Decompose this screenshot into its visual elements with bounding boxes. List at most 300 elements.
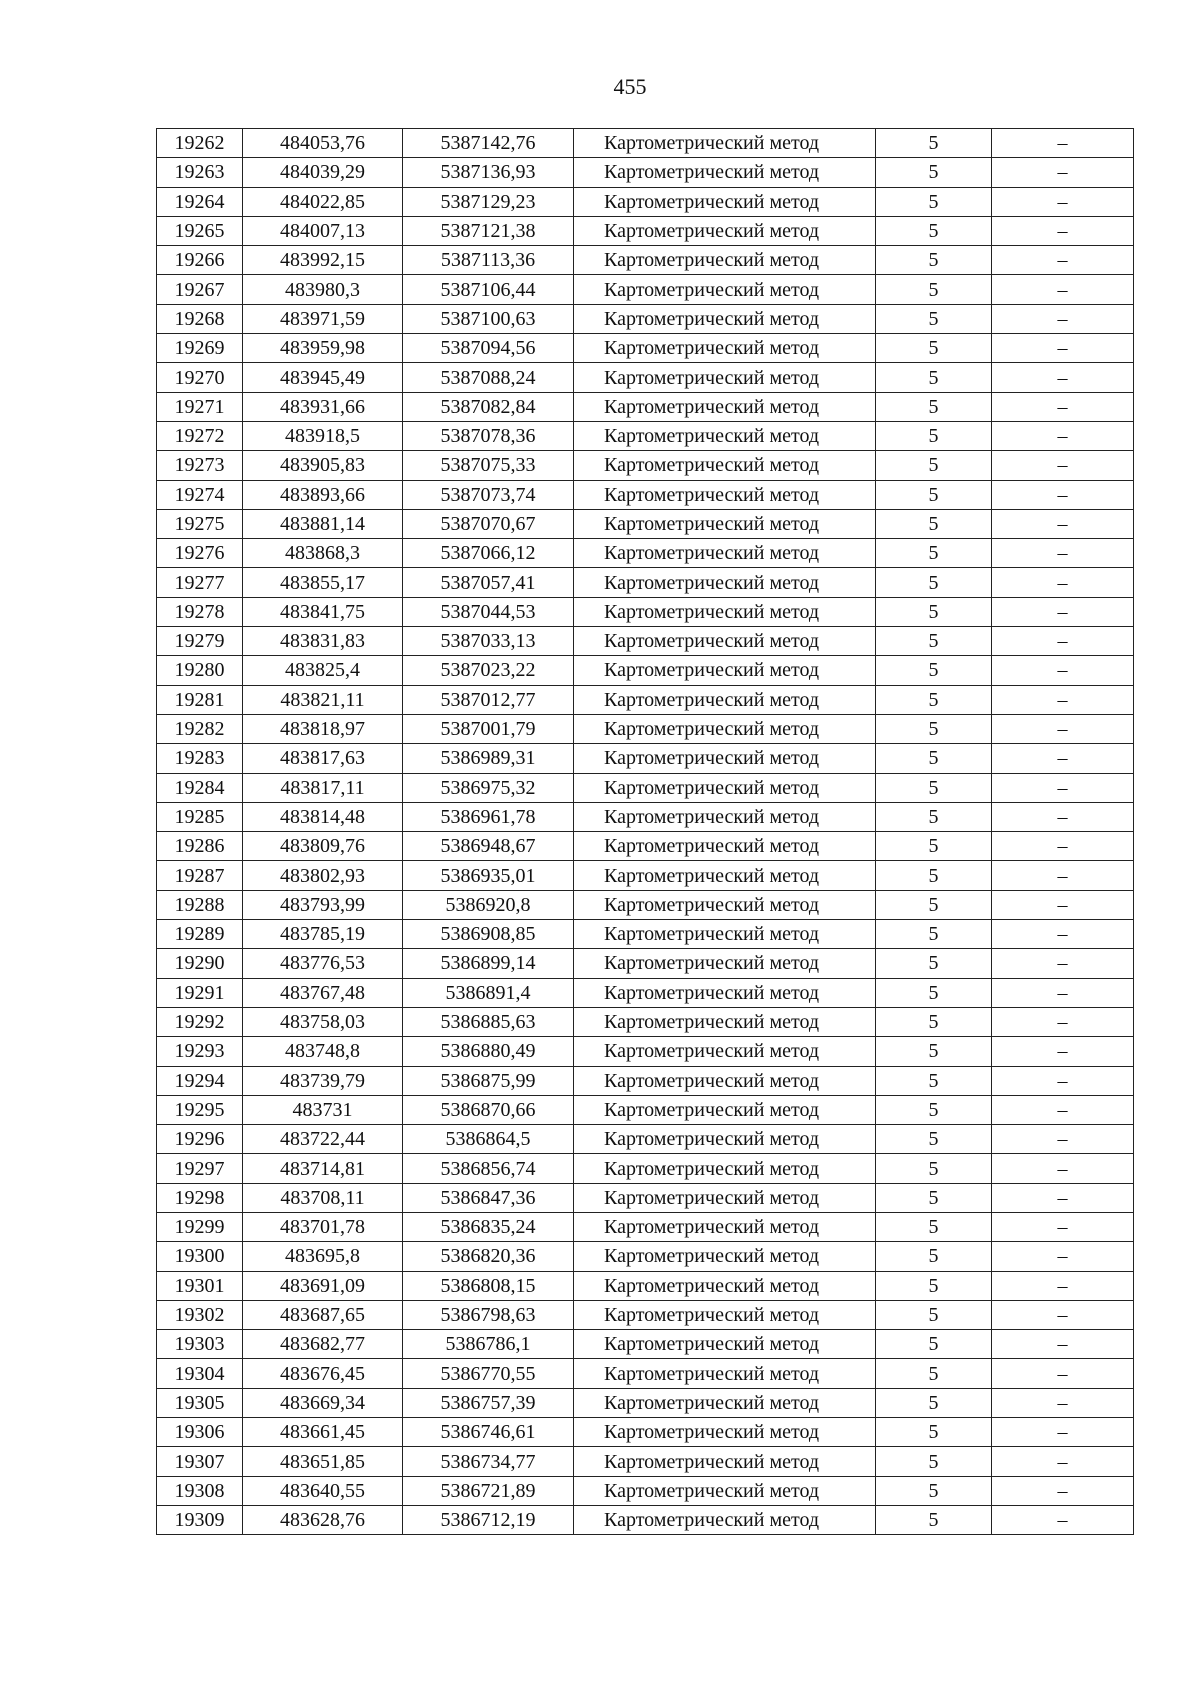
note-cell: – bbox=[992, 421, 1134, 450]
point-number-cell: 19285 bbox=[157, 802, 243, 831]
note-cell: – bbox=[992, 773, 1134, 802]
method-cell: Картометрический метод bbox=[574, 1330, 876, 1359]
table-row bbox=[157, 685, 1134, 714]
note-cell: – bbox=[992, 451, 1134, 480]
y-coordinate-cell: 5386961,78 bbox=[403, 802, 574, 831]
accuracy-cell: 5 bbox=[876, 363, 992, 392]
note-cell: – bbox=[992, 1183, 1134, 1212]
y-coordinate-cell: 5386770,55 bbox=[403, 1359, 574, 1388]
note-cell: – bbox=[992, 1300, 1134, 1329]
table-row bbox=[157, 1183, 1134, 1212]
y-coordinate-cell: 5386808,15 bbox=[403, 1271, 574, 1300]
table-row bbox=[157, 920, 1134, 949]
x-coordinate-cell: 483945,49 bbox=[243, 363, 403, 392]
accuracy-cell: 5 bbox=[876, 275, 992, 304]
x-coordinate-cell: 483802,93 bbox=[243, 861, 403, 890]
y-coordinate-cell: 5387113,36 bbox=[403, 246, 574, 275]
point-number-cell: 19274 bbox=[157, 480, 243, 509]
table-row bbox=[157, 304, 1134, 333]
x-coordinate-cell: 483640,55 bbox=[243, 1476, 403, 1505]
x-coordinate-cell: 483881,14 bbox=[243, 509, 403, 538]
method-cell: Картометрический метод bbox=[574, 187, 876, 216]
method-cell: Картометрический метод bbox=[574, 246, 876, 275]
point-number-cell: 19301 bbox=[157, 1271, 243, 1300]
method-cell: Картометрический метод bbox=[574, 421, 876, 450]
y-coordinate-cell: 5387001,79 bbox=[403, 714, 574, 743]
accuracy-cell: 5 bbox=[876, 832, 992, 861]
method-cell: Картометрический метод bbox=[574, 1154, 876, 1183]
note-cell: – bbox=[992, 1505, 1134, 1534]
x-coordinate-cell: 483793,99 bbox=[243, 890, 403, 919]
accuracy-cell: 5 bbox=[876, 1125, 992, 1154]
method-cell: Картометрический метод bbox=[574, 539, 876, 568]
y-coordinate-cell: 5386908,85 bbox=[403, 920, 574, 949]
y-coordinate-cell: 5386835,24 bbox=[403, 1212, 574, 1241]
point-number-cell: 19283 bbox=[157, 744, 243, 773]
accuracy-cell: 5 bbox=[876, 1095, 992, 1124]
x-coordinate-cell: 483691,09 bbox=[243, 1271, 403, 1300]
table-row bbox=[157, 1505, 1134, 1534]
table-row bbox=[157, 392, 1134, 421]
note-cell: – bbox=[992, 1476, 1134, 1505]
method-cell: Картометрический метод bbox=[574, 568, 876, 597]
x-coordinate-cell: 483785,19 bbox=[243, 920, 403, 949]
note-cell: – bbox=[992, 1154, 1134, 1183]
point-number-cell: 19298 bbox=[157, 1183, 243, 1212]
y-coordinate-cell: 5387070,67 bbox=[403, 509, 574, 538]
table-row bbox=[157, 421, 1134, 450]
accuracy-cell: 5 bbox=[876, 627, 992, 656]
method-cell: Картометрический метод bbox=[574, 861, 876, 890]
point-number-cell: 19270 bbox=[157, 363, 243, 392]
table-row bbox=[157, 1125, 1134, 1154]
accuracy-cell: 5 bbox=[876, 1183, 992, 1212]
note-cell: – bbox=[992, 246, 1134, 275]
note-cell: – bbox=[992, 890, 1134, 919]
point-number-cell: 19306 bbox=[157, 1418, 243, 1447]
method-cell: Картометрический метод bbox=[574, 1388, 876, 1417]
y-coordinate-cell: 5386885,63 bbox=[403, 1007, 574, 1036]
point-number-cell: 19304 bbox=[157, 1359, 243, 1388]
x-coordinate-cell: 483748,8 bbox=[243, 1037, 403, 1066]
note-cell: – bbox=[992, 187, 1134, 216]
table-row bbox=[157, 1359, 1134, 1388]
y-coordinate-cell: 5387078,36 bbox=[403, 421, 574, 450]
point-number-cell: 19263 bbox=[157, 158, 243, 187]
method-cell: Картометрический метод bbox=[574, 597, 876, 626]
accuracy-cell: 5 bbox=[876, 978, 992, 1007]
method-cell: Картометрический метод bbox=[574, 1418, 876, 1447]
accuracy-cell: 5 bbox=[876, 1300, 992, 1329]
y-coordinate-cell: 5387044,53 bbox=[403, 597, 574, 626]
table-row bbox=[157, 1476, 1134, 1505]
note-cell: – bbox=[992, 1418, 1134, 1447]
y-coordinate-cell: 5387073,74 bbox=[403, 480, 574, 509]
y-coordinate-cell: 5386891,4 bbox=[403, 978, 574, 1007]
y-coordinate-cell: 5387057,41 bbox=[403, 568, 574, 597]
note-cell: – bbox=[992, 275, 1134, 304]
y-coordinate-cell: 5387088,24 bbox=[403, 363, 574, 392]
y-coordinate-cell: 5386870,66 bbox=[403, 1095, 574, 1124]
accuracy-cell: 5 bbox=[876, 451, 992, 480]
accuracy-cell: 5 bbox=[876, 1242, 992, 1271]
note-cell: – bbox=[992, 1388, 1134, 1417]
x-coordinate-cell: 483992,15 bbox=[243, 246, 403, 275]
point-number-cell: 19278 bbox=[157, 597, 243, 626]
x-coordinate-cell: 483868,3 bbox=[243, 539, 403, 568]
accuracy-cell: 5 bbox=[876, 1476, 992, 1505]
y-coordinate-cell: 5386880,49 bbox=[403, 1037, 574, 1066]
note-cell: – bbox=[992, 480, 1134, 509]
point-number-cell: 19305 bbox=[157, 1388, 243, 1417]
accuracy-cell: 5 bbox=[876, 597, 992, 626]
note-cell: – bbox=[992, 129, 1134, 158]
x-coordinate-cell: 483817,63 bbox=[243, 744, 403, 773]
y-coordinate-cell: 5387129,23 bbox=[403, 187, 574, 216]
note-cell: – bbox=[992, 714, 1134, 743]
point-number-cell: 19269 bbox=[157, 334, 243, 363]
y-coordinate-cell: 5386856,74 bbox=[403, 1154, 574, 1183]
method-cell: Картометрический метод bbox=[574, 802, 876, 831]
table-row bbox=[157, 568, 1134, 597]
method-cell: Картометрический метод bbox=[574, 920, 876, 949]
accuracy-cell: 5 bbox=[876, 158, 992, 187]
note-cell: – bbox=[992, 832, 1134, 861]
note-cell: – bbox=[992, 216, 1134, 245]
point-number-cell: 19292 bbox=[157, 1007, 243, 1036]
table-row bbox=[157, 1447, 1134, 1476]
table-row bbox=[157, 129, 1134, 158]
x-coordinate-cell: 483682,77 bbox=[243, 1330, 403, 1359]
point-number-cell: 19293 bbox=[157, 1037, 243, 1066]
note-cell: – bbox=[992, 392, 1134, 421]
point-number-cell: 19272 bbox=[157, 421, 243, 450]
y-coordinate-cell: 5387012,77 bbox=[403, 685, 574, 714]
accuracy-cell: 5 bbox=[876, 421, 992, 450]
table-row bbox=[157, 1418, 1134, 1447]
accuracy-cell: 5 bbox=[876, 480, 992, 509]
x-coordinate-cell: 483980,3 bbox=[243, 275, 403, 304]
note-cell: – bbox=[992, 1007, 1134, 1036]
accuracy-cell: 5 bbox=[876, 1037, 992, 1066]
point-number-cell: 19291 bbox=[157, 978, 243, 1007]
y-coordinate-cell: 5387142,76 bbox=[403, 129, 574, 158]
method-cell: Картометрический метод bbox=[574, 685, 876, 714]
x-coordinate-cell: 483817,11 bbox=[243, 773, 403, 802]
method-cell: Картометрический метод bbox=[574, 480, 876, 509]
method-cell: Картометрический метод bbox=[574, 509, 876, 538]
method-cell: Картометрический метод bbox=[574, 949, 876, 978]
point-number-cell: 19273 bbox=[157, 451, 243, 480]
point-number-cell: 19281 bbox=[157, 685, 243, 714]
accuracy-cell: 5 bbox=[876, 920, 992, 949]
point-number-cell: 19262 bbox=[157, 129, 243, 158]
y-coordinate-cell: 5386847,36 bbox=[403, 1183, 574, 1212]
method-cell: Картометрический метод bbox=[574, 1183, 876, 1212]
x-coordinate-cell: 483701,78 bbox=[243, 1212, 403, 1241]
table-row bbox=[157, 656, 1134, 685]
note-cell: – bbox=[992, 861, 1134, 890]
table-row bbox=[157, 832, 1134, 861]
point-number-cell: 19284 bbox=[157, 773, 243, 802]
point-number-cell: 19265 bbox=[157, 216, 243, 245]
method-cell: Картометрический метод bbox=[574, 656, 876, 685]
y-coordinate-cell: 5387136,93 bbox=[403, 158, 574, 187]
table-row bbox=[157, 1388, 1134, 1417]
x-coordinate-cell: 483971,59 bbox=[243, 304, 403, 333]
accuracy-cell: 5 bbox=[876, 1447, 992, 1476]
point-number-cell: 19271 bbox=[157, 392, 243, 421]
x-coordinate-cell: 484039,29 bbox=[243, 158, 403, 187]
point-number-cell: 19302 bbox=[157, 1300, 243, 1329]
method-cell: Картометрический метод bbox=[574, 158, 876, 187]
point-number-cell: 19264 bbox=[157, 187, 243, 216]
accuracy-cell: 5 bbox=[876, 685, 992, 714]
x-coordinate-cell: 483758,03 bbox=[243, 1007, 403, 1036]
table-row bbox=[157, 890, 1134, 919]
accuracy-cell: 5 bbox=[876, 773, 992, 802]
table-row bbox=[157, 1154, 1134, 1183]
y-coordinate-cell: 5387094,56 bbox=[403, 334, 574, 363]
accuracy-cell: 5 bbox=[876, 949, 992, 978]
point-number-cell: 19309 bbox=[157, 1505, 243, 1534]
table-row bbox=[157, 714, 1134, 743]
method-cell: Картометрический метод bbox=[574, 1212, 876, 1241]
accuracy-cell: 5 bbox=[876, 539, 992, 568]
note-cell: – bbox=[992, 1095, 1134, 1124]
method-cell: Картометрический метод bbox=[574, 714, 876, 743]
table-row bbox=[157, 861, 1134, 890]
point-number-cell: 19290 bbox=[157, 949, 243, 978]
method-cell: Картометрический метод bbox=[574, 627, 876, 656]
y-coordinate-cell: 5386899,14 bbox=[403, 949, 574, 978]
accuracy-cell: 5 bbox=[876, 129, 992, 158]
method-cell: Картометрический метод bbox=[574, 304, 876, 333]
coordinates-table-body bbox=[157, 129, 1134, 1535]
table-row bbox=[157, 802, 1134, 831]
x-coordinate-cell: 484053,76 bbox=[243, 129, 403, 158]
method-cell: Картометрический метод bbox=[574, 1095, 876, 1124]
point-number-cell: 19267 bbox=[157, 275, 243, 304]
table-row bbox=[157, 1330, 1134, 1359]
accuracy-cell: 5 bbox=[876, 714, 992, 743]
note-cell: – bbox=[992, 920, 1134, 949]
method-cell: Картометрический метод bbox=[574, 1359, 876, 1388]
note-cell: – bbox=[992, 1212, 1134, 1241]
method-cell: Картометрический метод bbox=[574, 451, 876, 480]
method-cell: Картометрический метод bbox=[574, 1037, 876, 1066]
method-cell: Картометрический метод bbox=[574, 1300, 876, 1329]
accuracy-cell: 5 bbox=[876, 568, 992, 597]
x-coordinate-cell: 483814,48 bbox=[243, 802, 403, 831]
point-number-cell: 19279 bbox=[157, 627, 243, 656]
x-coordinate-cell: 483731 bbox=[243, 1095, 403, 1124]
note-cell: – bbox=[992, 568, 1134, 597]
table-row bbox=[157, 773, 1134, 802]
point-number-cell: 19296 bbox=[157, 1125, 243, 1154]
accuracy-cell: 5 bbox=[876, 1154, 992, 1183]
y-coordinate-cell: 5386820,36 bbox=[403, 1242, 574, 1271]
x-coordinate-cell: 484022,85 bbox=[243, 187, 403, 216]
table-row bbox=[157, 978, 1134, 1007]
note-cell: – bbox=[992, 363, 1134, 392]
y-coordinate-cell: 5386875,99 bbox=[403, 1066, 574, 1095]
x-coordinate-cell: 483918,5 bbox=[243, 421, 403, 450]
method-cell: Картометрический метод bbox=[574, 890, 876, 919]
note-cell: – bbox=[992, 597, 1134, 626]
x-coordinate-cell: 483809,76 bbox=[243, 832, 403, 861]
x-coordinate-cell: 483714,81 bbox=[243, 1154, 403, 1183]
table-row bbox=[157, 1300, 1134, 1329]
note-cell: – bbox=[992, 539, 1134, 568]
accuracy-cell: 5 bbox=[876, 744, 992, 773]
accuracy-cell: 5 bbox=[876, 304, 992, 333]
point-number-cell: 19294 bbox=[157, 1066, 243, 1095]
point-number-cell: 19266 bbox=[157, 246, 243, 275]
x-coordinate-cell: 483821,11 bbox=[243, 685, 403, 714]
y-coordinate-cell: 5386975,32 bbox=[403, 773, 574, 802]
table-row bbox=[157, 480, 1134, 509]
method-cell: Картометрический метод bbox=[574, 773, 876, 802]
x-coordinate-cell: 484007,13 bbox=[243, 216, 403, 245]
point-number-cell: 19277 bbox=[157, 568, 243, 597]
note-cell: – bbox=[992, 1447, 1134, 1476]
accuracy-cell: 5 bbox=[876, 1330, 992, 1359]
point-number-cell: 19287 bbox=[157, 861, 243, 890]
x-coordinate-cell: 483905,83 bbox=[243, 451, 403, 480]
x-coordinate-cell: 483708,11 bbox=[243, 1183, 403, 1212]
point-number-cell: 19308 bbox=[157, 1476, 243, 1505]
table-row bbox=[157, 627, 1134, 656]
method-cell: Картометрический метод bbox=[574, 1476, 876, 1505]
table-row bbox=[157, 1095, 1134, 1124]
method-cell: Картометрический метод bbox=[574, 832, 876, 861]
point-number-cell: 19268 bbox=[157, 304, 243, 333]
method-cell: Картометрический метод bbox=[574, 334, 876, 363]
accuracy-cell: 5 bbox=[876, 1066, 992, 1095]
point-number-cell: 19286 bbox=[157, 832, 243, 861]
accuracy-cell: 5 bbox=[876, 1388, 992, 1417]
accuracy-cell: 5 bbox=[876, 246, 992, 275]
y-coordinate-cell: 5387066,12 bbox=[403, 539, 574, 568]
x-coordinate-cell: 483695,8 bbox=[243, 1242, 403, 1271]
note-cell: – bbox=[992, 509, 1134, 538]
x-coordinate-cell: 483767,48 bbox=[243, 978, 403, 1007]
y-coordinate-cell: 5386757,39 bbox=[403, 1388, 574, 1417]
method-cell: Картометрический метод bbox=[574, 1007, 876, 1036]
accuracy-cell: 5 bbox=[876, 1505, 992, 1534]
accuracy-cell: 5 bbox=[876, 509, 992, 538]
y-coordinate-cell: 5387106,44 bbox=[403, 275, 574, 304]
method-cell: Картометрический метод bbox=[574, 216, 876, 245]
x-coordinate-cell: 483931,66 bbox=[243, 392, 403, 421]
x-coordinate-cell: 483628,76 bbox=[243, 1505, 403, 1534]
point-number-cell: 19276 bbox=[157, 539, 243, 568]
y-coordinate-cell: 5387100,63 bbox=[403, 304, 574, 333]
note-cell: – bbox=[992, 1330, 1134, 1359]
y-coordinate-cell: 5386920,8 bbox=[403, 890, 574, 919]
table-row bbox=[157, 334, 1134, 363]
accuracy-cell: 5 bbox=[876, 656, 992, 685]
y-coordinate-cell: 5386989,31 bbox=[403, 744, 574, 773]
x-coordinate-cell: 483651,85 bbox=[243, 1447, 403, 1476]
point-number-cell: 19288 bbox=[157, 890, 243, 919]
method-cell: Картометрический метод bbox=[574, 1505, 876, 1534]
point-number-cell: 19300 bbox=[157, 1242, 243, 1271]
note-cell: – bbox=[992, 1359, 1134, 1388]
point-number-cell: 19275 bbox=[157, 509, 243, 538]
x-coordinate-cell: 483722,44 bbox=[243, 1125, 403, 1154]
note-cell: – bbox=[992, 949, 1134, 978]
x-coordinate-cell: 483841,75 bbox=[243, 597, 403, 626]
x-coordinate-cell: 483687,65 bbox=[243, 1300, 403, 1329]
table-row bbox=[157, 216, 1134, 245]
method-cell: Картометрический метод bbox=[574, 1242, 876, 1271]
note-cell: – bbox=[992, 978, 1134, 1007]
x-coordinate-cell: 483959,98 bbox=[243, 334, 403, 363]
note-cell: – bbox=[992, 334, 1134, 363]
x-coordinate-cell: 483661,45 bbox=[243, 1418, 403, 1447]
y-coordinate-cell: 5387033,13 bbox=[403, 627, 574, 656]
y-coordinate-cell: 5387075,33 bbox=[403, 451, 574, 480]
point-number-cell: 19280 bbox=[157, 656, 243, 685]
note-cell: – bbox=[992, 627, 1134, 656]
y-coordinate-cell: 5387121,38 bbox=[403, 216, 574, 245]
y-coordinate-cell: 5386798,63 bbox=[403, 1300, 574, 1329]
accuracy-cell: 5 bbox=[876, 802, 992, 831]
table-row bbox=[157, 1271, 1134, 1300]
x-coordinate-cell: 483776,53 bbox=[243, 949, 403, 978]
note-cell: – bbox=[992, 744, 1134, 773]
table-row bbox=[157, 451, 1134, 480]
table-row bbox=[157, 1066, 1134, 1095]
note-cell: – bbox=[992, 1066, 1134, 1095]
y-coordinate-cell: 5387082,84 bbox=[403, 392, 574, 421]
note-cell: – bbox=[992, 1271, 1134, 1300]
table-row bbox=[157, 363, 1134, 392]
x-coordinate-cell: 483825,4 bbox=[243, 656, 403, 685]
note-cell: – bbox=[992, 685, 1134, 714]
accuracy-cell: 5 bbox=[876, 1007, 992, 1036]
accuracy-cell: 5 bbox=[876, 216, 992, 245]
method-cell: Картометрический метод bbox=[574, 1447, 876, 1476]
x-coordinate-cell: 483739,79 bbox=[243, 1066, 403, 1095]
y-coordinate-cell: 5387023,22 bbox=[403, 656, 574, 685]
table-row bbox=[157, 1242, 1134, 1271]
point-number-cell: 19299 bbox=[157, 1212, 243, 1241]
point-number-cell: 19282 bbox=[157, 714, 243, 743]
table-row bbox=[157, 597, 1134, 626]
y-coordinate-cell: 5386948,67 bbox=[403, 832, 574, 861]
table-row bbox=[157, 1212, 1134, 1241]
note-cell: – bbox=[992, 656, 1134, 685]
method-cell: Картометрический метод bbox=[574, 1271, 876, 1300]
accuracy-cell: 5 bbox=[876, 1418, 992, 1447]
y-coordinate-cell: 5386864,5 bbox=[403, 1125, 574, 1154]
y-coordinate-cell: 5386935,01 bbox=[403, 861, 574, 890]
accuracy-cell: 5 bbox=[876, 1212, 992, 1241]
point-number-cell: 19303 bbox=[157, 1330, 243, 1359]
table-row bbox=[157, 1007, 1134, 1036]
accuracy-cell: 5 bbox=[876, 334, 992, 363]
coordinates-table bbox=[156, 128, 1134, 1535]
y-coordinate-cell: 5386721,89 bbox=[403, 1476, 574, 1505]
y-coordinate-cell: 5386746,61 bbox=[403, 1418, 574, 1447]
y-coordinate-cell: 5386712,19 bbox=[403, 1505, 574, 1534]
x-coordinate-cell: 483818,97 bbox=[243, 714, 403, 743]
accuracy-cell: 5 bbox=[876, 1271, 992, 1300]
point-number-cell: 19289 bbox=[157, 920, 243, 949]
